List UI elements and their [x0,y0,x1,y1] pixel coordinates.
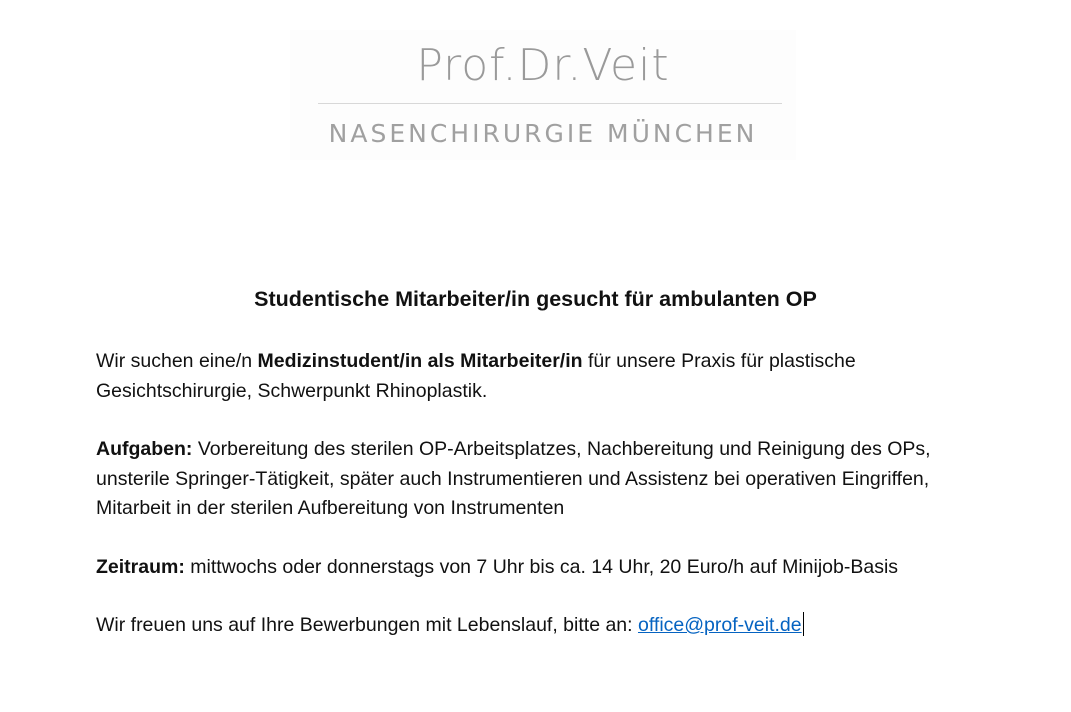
intro-text-after: für unsere Praxis für plastische Gesichtschirurgie, Schwerpunkt Rhinoplastik. [96,350,856,402]
tasks-text: Vorbereitung des sterilen OP-Arbeitsplatzes, Nachbereitung und Reinigung des OPs, unsterile Springer-Tätigkeit, später auch Instrumentieren und Assistenz bei operativen Eingriffen, Mitarbeit in der sterilen Aufbereitung von Instrumenten [96,438,931,519]
period-label: Zeitraum: [96,556,185,578]
logo-subtitle: NASENCHIRURGIE MÜNCHEN [328,119,758,148]
text-cursor [803,612,804,636]
logo-title: Prof.Dr.Veit [416,40,670,91]
logo-divider [318,103,782,104]
intro-bold-role: Medizinstudent/in als Mitarbeiter/in [257,350,583,372]
document-heading: Studentische Mitarbeiter/in gesucht für ambulanten OP [254,287,817,311]
apply-text: Wir freuen uns auf Ihre Bewerbungen mit Lebenslauf, bitte an: [96,614,638,636]
period-text: mittwochs oder donnerstags von 7 Uhr bis ca. 14 Uhr, 20 Euro/h auf Minijob-Basis [184,556,899,578]
tasks-label: Aufgaben: [96,438,193,460]
intro-text-before: Wir suchen eine/n [96,350,258,372]
tasks-paragraph [96,435,1006,524]
apply-paragraph [96,611,1006,641]
intro-paragraph [96,347,1006,406]
period-paragraph [96,553,1006,583]
logo [290,30,796,160]
email-link[interactable]: office@prof-veit.de [637,614,802,636]
